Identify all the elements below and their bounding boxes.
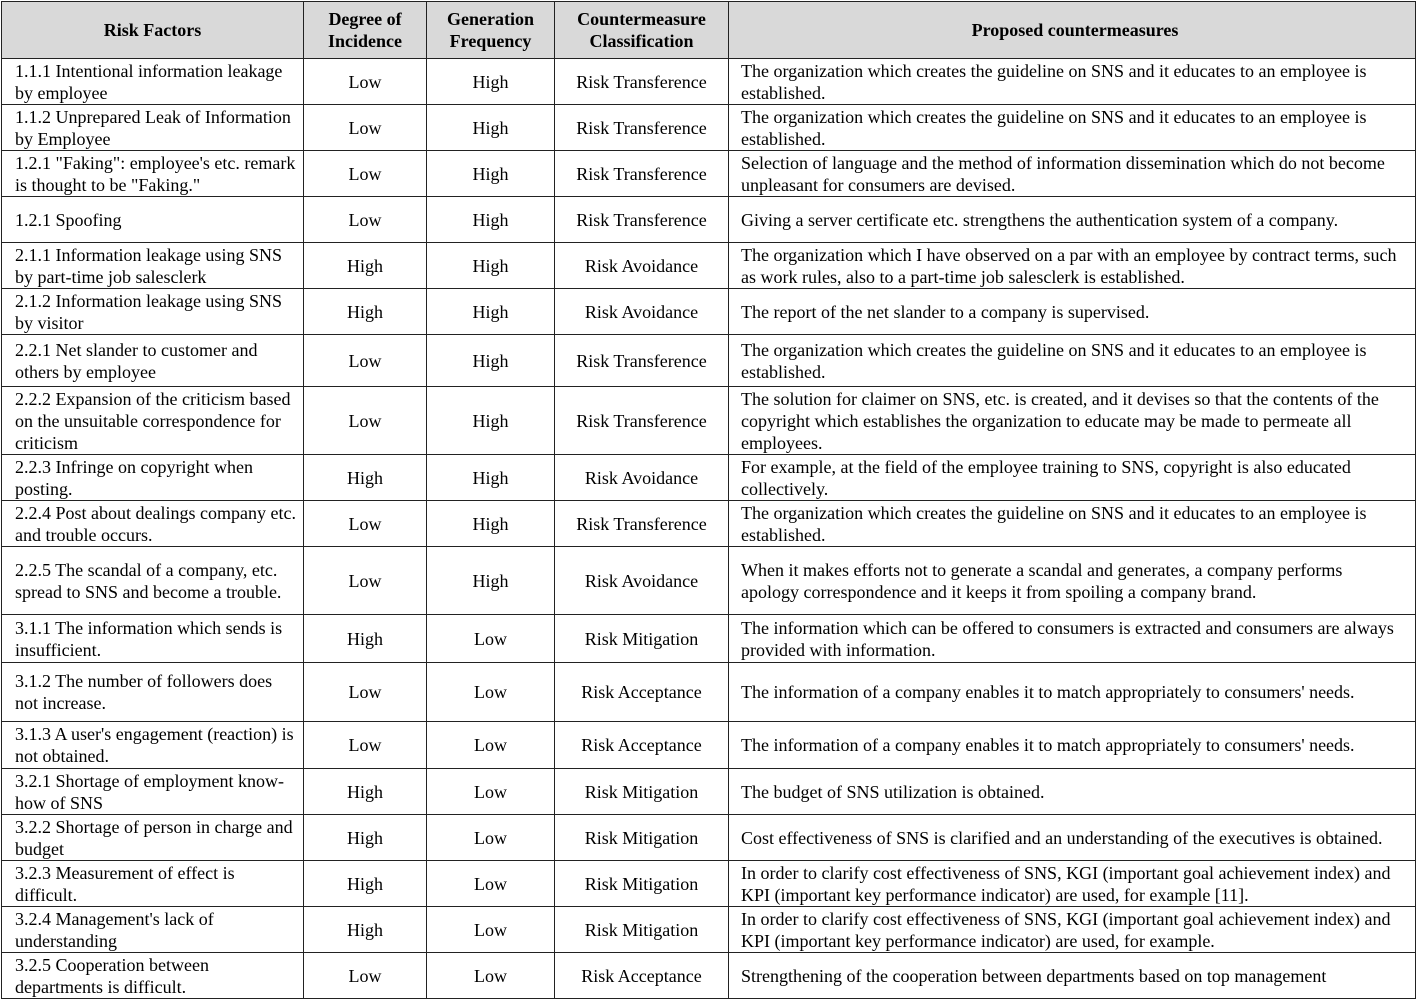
classification-cell: Risk Mitigation <box>555 769 729 815</box>
table-row <box>2 105 1416 151</box>
frequency-cell: High <box>427 335 555 387</box>
countermeasure-cell: The organization which creates the guideline on SNS and it educates to an employee is established. <box>729 501 1416 547</box>
header-proposed-countermeasures: Proposed countermeasures <box>729 2 1416 59</box>
classification-cell: Risk Transference <box>555 501 729 547</box>
countermeasure-cell: The organization which creates the guideline on SNS and it educates to an employee is established. <box>729 105 1416 151</box>
risk-factor-cell: 3.1.3 A user's engagement (reaction) is not obtained. <box>2 722 304 769</box>
table-row <box>2 289 1416 335</box>
degree-cell: Low <box>304 501 427 547</box>
risk-factor-cell: 3.2.2 Shortage of person in charge and budget <box>2 815 304 861</box>
table-row <box>2 59 1416 105</box>
classification-cell: Risk Avoidance <box>555 243 729 289</box>
table-row <box>2 455 1416 501</box>
degree-cell: High <box>304 861 427 907</box>
countermeasure-cell: In order to clarify cost effectiveness of SNS, KGI (important goal achievement index) and KPI (important key performance indicator) are used, for example. <box>729 907 1416 953</box>
frequency-cell: Low <box>427 861 555 907</box>
risk-factor-cell: 2.1.2 Information leakage using SNS by visitor <box>2 289 304 335</box>
degree-cell: High <box>304 907 427 953</box>
classification-cell: Risk Transference <box>555 387 729 455</box>
table-row <box>2 953 1416 999</box>
degree-cell: Low <box>304 59 427 105</box>
frequency-cell: Low <box>427 907 555 953</box>
countermeasure-cell: The information of a company enables it to match appropriately to consumers' needs. <box>729 722 1416 769</box>
classification-cell: Risk Avoidance <box>555 547 729 615</box>
degree-cell: Low <box>304 151 427 197</box>
frequency-cell: High <box>427 151 555 197</box>
risk-factor-cell: 3.2.5 Cooperation between departments is difficult. <box>2 953 304 999</box>
table-row <box>2 615 1416 663</box>
degree-cell: Low <box>304 335 427 387</box>
classification-cell: Risk Acceptance <box>555 663 729 722</box>
countermeasure-cell: The information which can be offered to consumers is extracted and consumers are always provided with information. <box>729 615 1416 663</box>
countermeasure-cell: The organization which I have observed on a par with an employee by contract terms, such as work rules, also to a part-time job salesclerk is established. <box>729 243 1416 289</box>
risk-factor-cell: 2.2.1 Net slander to customer and others by employee <box>2 335 304 387</box>
classification-cell: Risk Transference <box>555 151 729 197</box>
header-row <box>2 2 1416 59</box>
table-row <box>2 243 1416 289</box>
degree-cell: High <box>304 815 427 861</box>
frequency-cell: High <box>427 243 555 289</box>
table-row <box>2 151 1416 197</box>
header-risk-factors: Risk Factors <box>2 2 304 59</box>
degree-cell: Low <box>304 387 427 455</box>
risk-factor-cell: 3.2.3 Measurement of effect is difficult. <box>2 861 304 907</box>
header-generation-frequency: Generation Frequency <box>427 2 555 59</box>
countermeasure-cell: The solution for claimer on SNS, etc. is created, and it devises so that the contents of the copyright which establishes the organization to educate may be made to permeate all employees. <box>729 387 1416 455</box>
classification-cell: Risk Transference <box>555 335 729 387</box>
degree-cell: High <box>304 289 427 335</box>
countermeasure-cell: The report of the net slander to a company is supervised. <box>729 289 1416 335</box>
frequency-cell: High <box>427 289 555 335</box>
frequency-cell: High <box>427 547 555 615</box>
risk-factor-cell: 2.1.1 Information leakage using SNS by part-time job salesclerk <box>2 243 304 289</box>
risk-factor-cell: 3.1.2 The number of followers does not increase. <box>2 663 304 722</box>
risk-factor-cell: 1.2.1 "Faking": employee's etc. remark is thought to be "Faking." <box>2 151 304 197</box>
risk-factor-cell: 1.1.1 Intentional information leakage by employee <box>2 59 304 105</box>
classification-cell: Risk Mitigation <box>555 861 729 907</box>
classification-cell: Risk Mitigation <box>555 907 729 953</box>
frequency-cell: High <box>427 197 555 243</box>
frequency-cell: Low <box>427 769 555 815</box>
degree-cell: Low <box>304 547 427 615</box>
frequency-cell: Low <box>427 722 555 769</box>
degree-cell: Low <box>304 663 427 722</box>
table-row <box>2 387 1416 455</box>
classification-cell: Risk Acceptance <box>555 953 729 999</box>
countermeasure-cell: When it makes efforts not to generate a scandal and generates, a company performs apology correspondence and it keeps it from spoiling a company brand. <box>729 547 1416 615</box>
frequency-cell: Low <box>427 663 555 722</box>
classification-cell: Risk Acceptance <box>555 722 729 769</box>
table-row <box>2 861 1416 907</box>
frequency-cell: High <box>427 455 555 501</box>
header-countermeasure-classification: Countermeasure Classification <box>555 2 729 59</box>
table-row <box>2 722 1416 769</box>
classification-cell: Risk Mitigation <box>555 615 729 663</box>
risk-factor-cell: 2.2.4 Post about dealings company etc. and trouble occurs. <box>2 501 304 547</box>
table-row <box>2 907 1416 953</box>
countermeasure-cell: Strengthening of the cooperation between departments based on top management <box>729 953 1416 999</box>
degree-cell: Low <box>304 953 427 999</box>
countermeasure-cell: Selection of language and the method of information dissemination which do not become unpleasant for consumers are devised. <box>729 151 1416 197</box>
risk-factor-cell: 2.2.5 The scandal of a company, etc. spread to SNS and become a trouble. <box>2 547 304 615</box>
table-header <box>2 2 1416 59</box>
countermeasure-cell: In order to clarify cost effectiveness of SNS, KGI (important goal achievement index) and KPI (important key performance indicator) are used, for example [11]. <box>729 861 1416 907</box>
frequency-cell: Low <box>427 815 555 861</box>
risk-factor-cell: 2.2.3 Infringe on copyright when posting. <box>2 455 304 501</box>
frequency-cell: High <box>427 387 555 455</box>
classification-cell: Risk Avoidance <box>555 289 729 335</box>
countermeasure-cell: Giving a server certificate etc. strengthens the authentication system of a company. <box>729 197 1416 243</box>
table-row <box>2 663 1416 722</box>
degree-cell: High <box>304 615 427 663</box>
degree-cell: Low <box>304 197 427 243</box>
table-body <box>2 59 1416 999</box>
classification-cell: Risk Transference <box>555 59 729 105</box>
frequency-cell: High <box>427 59 555 105</box>
countermeasure-cell: The organization which creates the guideline on SNS and it educates to an employee is established. <box>729 335 1416 387</box>
frequency-cell: Low <box>427 953 555 999</box>
classification-cell: Risk Mitigation <box>555 815 729 861</box>
table-row <box>2 815 1416 861</box>
risk-factor-cell: 1.1.2 Unprepared Leak of Information by Employee <box>2 105 304 151</box>
table-row <box>2 501 1416 547</box>
degree-cell: Low <box>304 105 427 151</box>
classification-cell: Risk Avoidance <box>555 455 729 501</box>
risk-factor-cell: 3.2.1 Shortage of employment know-how of SNS <box>2 769 304 815</box>
degree-cell: High <box>304 769 427 815</box>
countermeasure-cell: The budget of SNS utilization is obtained. <box>729 769 1416 815</box>
risk-factor-cell: 2.2.2 Expansion of the criticism based on the unsuitable correspondence for criticism <box>2 387 304 455</box>
risk-factor-cell: 3.1.1 The information which sends is insufficient. <box>2 615 304 663</box>
frequency-cell: High <box>427 501 555 547</box>
header-degree-of-incidence: Degree of Incidence <box>304 2 427 59</box>
frequency-cell: Low <box>427 615 555 663</box>
countermeasure-cell: Cost effectiveness of SNS is clarified and an understanding of the executives is obtained. <box>729 815 1416 861</box>
classification-cell: Risk Transference <box>555 105 729 151</box>
table-row <box>2 547 1416 615</box>
table-row <box>2 769 1416 815</box>
risk-countermeasure-table <box>1 1 1416 999</box>
risk-factor-cell: 1.2.1 Spoofing <box>2 197 304 243</box>
risk-factor-cell: 3.2.4 Management's lack of understanding <box>2 907 304 953</box>
degree-cell: High <box>304 243 427 289</box>
table-row <box>2 335 1416 387</box>
countermeasure-cell: The information of a company enables it to match appropriately to consumers' needs. <box>729 663 1416 722</box>
classification-cell: Risk Transference <box>555 197 729 243</box>
frequency-cell: High <box>427 105 555 151</box>
degree-cell: Low <box>304 722 427 769</box>
table-row <box>2 197 1416 243</box>
degree-cell: High <box>304 455 427 501</box>
countermeasure-cell: The organization which creates the guideline on SNS and it educates to an employee is established. <box>729 59 1416 105</box>
countermeasure-cell: For example, at the field of the employee training to SNS, copyright is also educated collectively. <box>729 455 1416 501</box>
